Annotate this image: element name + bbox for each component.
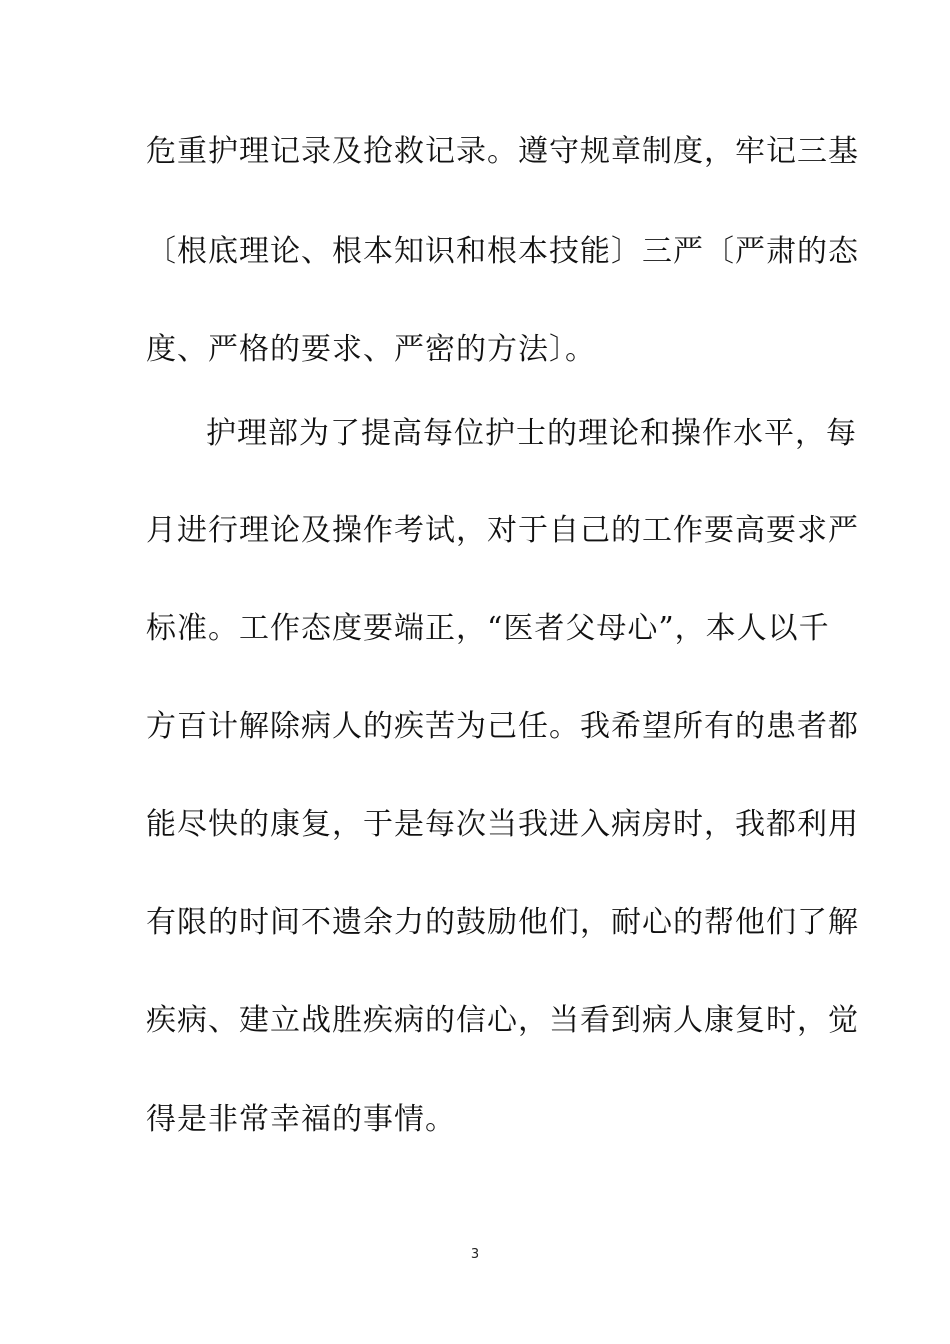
text-line-7: 方百计解除病人的疾苦为己任。我希望所有的患者都 [146, 709, 859, 744]
text-line-2: 〔根底理论、根本知识和根本技能〕三严〔严肃的态 [146, 234, 859, 269]
text-line-10: 疾病、建立战胜疾病的信心，当看到病人康复时，觉 [146, 1003, 859, 1038]
text-line-11: 得是非常幸福的事情。 [146, 1102, 456, 1137]
text-line-3: 度、严格的要求、严密的方法〕。 [146, 332, 596, 367]
text-line-5: 月进行理论及操作考试，对于自己的工作要高要求严 [146, 513, 859, 548]
page-number: 3 [470, 1247, 480, 1262]
text-line-6: 标准。工作态度要端正，“医者父母心”，本人以千 [146, 611, 830, 646]
text-line-8: 能尽快的康复，于是每次当我进入病房时，我都利用 [146, 807, 859, 842]
text-line-4: 护理部为了提高每位护士的理论和操作水平，每 [206, 416, 857, 451]
text-line-9: 有限的时间不遗余力的鼓励他们，耐心的帮他们了解 [146, 905, 859, 940]
text-line-1: 危重护理记录及抢救记录。遵守规章制度，牢记三基 [146, 134, 859, 169]
